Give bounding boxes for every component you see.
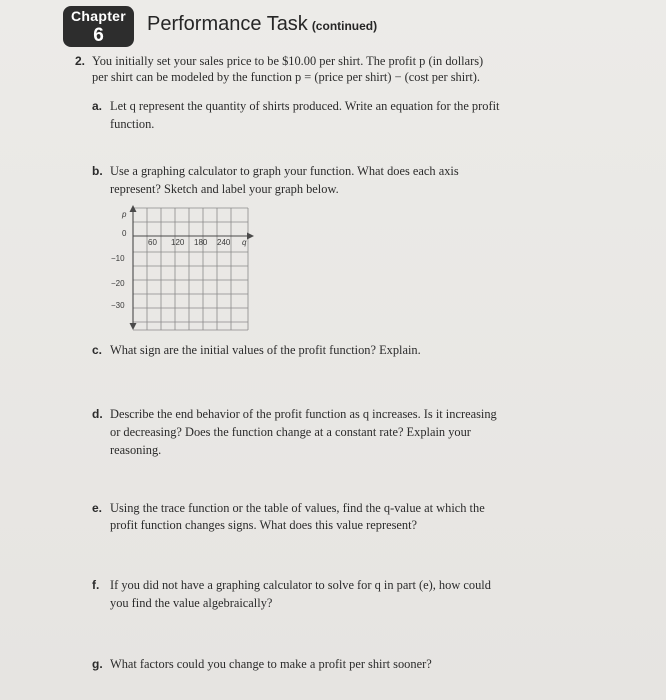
blank-graph-grid — [100, 202, 260, 334]
part-c-line-1: What sign are the initial values of the profit function? Explain. — [110, 343, 421, 357]
part-e-label: e. — [92, 501, 103, 515]
x-tick-3: 240 — [217, 238, 231, 247]
y-tick-3: −30 — [111, 301, 125, 310]
part-c-label: c. — [92, 343, 103, 357]
y-tick-2: −20 — [111, 279, 125, 288]
x-axis-label: q — [242, 238, 247, 247]
problem-line-2: per shirt can be modeled by the function p = (price per shirt) − (cost per shirt). — [92, 70, 480, 84]
part-a-line-1: Let q represent the quantity of shirts produced. Write an equation for the profit — [110, 99, 500, 113]
part-g-label: g. — [92, 657, 103, 671]
part-d-label: d. — [92, 407, 103, 421]
part-g-line-1: What factors could you change to make a profit per shirt sooner? — [110, 657, 432, 671]
part-e-line-1: Using the trace function or the table of values, find the q-value at which the — [110, 501, 485, 515]
x-tick-1: 120 — [171, 238, 185, 247]
part-d-line-3: reasoning. — [110, 443, 162, 457]
part-b-line-1: Use a graphing calculator to graph your function. What does each axis — [110, 164, 459, 178]
y-tick-0: 0 — [122, 229, 127, 238]
title-text: Performance Task — [147, 13, 308, 35]
part-a-label: a. — [92, 99, 103, 113]
page-title — [147, 13, 377, 36]
part-f-line-1: If you did not have a graphing calculator to solve for q in part (e), how could — [110, 578, 491, 592]
x-axis-arrow-icon — [247, 233, 254, 240]
problem-line-1: You initially set your sales price to be $10.00 per shirt. The profit p (in dollars) — [92, 54, 484, 68]
y-axis-arrow-down-icon — [130, 323, 137, 330]
y-tick-1: −10 — [111, 254, 125, 263]
part-b-line-2: represent? Sketch and label your graph below. — [110, 182, 339, 196]
x-tick-2: 180 — [194, 238, 208, 247]
y-axis-label: p — [122, 210, 127, 219]
y-axis-arrow-up-icon — [130, 205, 137, 212]
title-suffix: (continued) — [311, 19, 378, 33]
part-f-line-2: you find the value algebraically? — [110, 596, 273, 610]
part-d-line-2: or decreasing? Does the function change at a constant rate? Explain your — [110, 425, 471, 439]
x-tick-0: 60 — [148, 238, 157, 247]
part-b-label: b. — [92, 164, 103, 178]
part-d-line-1: Describe the end behavior of the profit function as q increases. Is it increasing — [110, 407, 497, 421]
chapter-number: 6 — [93, 25, 104, 46]
part-e-line-2: profit function changes signs. What does this value represent? — [110, 518, 418, 532]
part-f-label: f. — [92, 578, 100, 592]
part-a-line-2: function. — [110, 117, 155, 131]
graph-axes — [133, 210, 250, 326]
chapter-badge — [63, 6, 134, 47]
chapter-label: Chapter — [71, 8, 126, 24]
problem-number: 2. — [75, 54, 86, 68]
